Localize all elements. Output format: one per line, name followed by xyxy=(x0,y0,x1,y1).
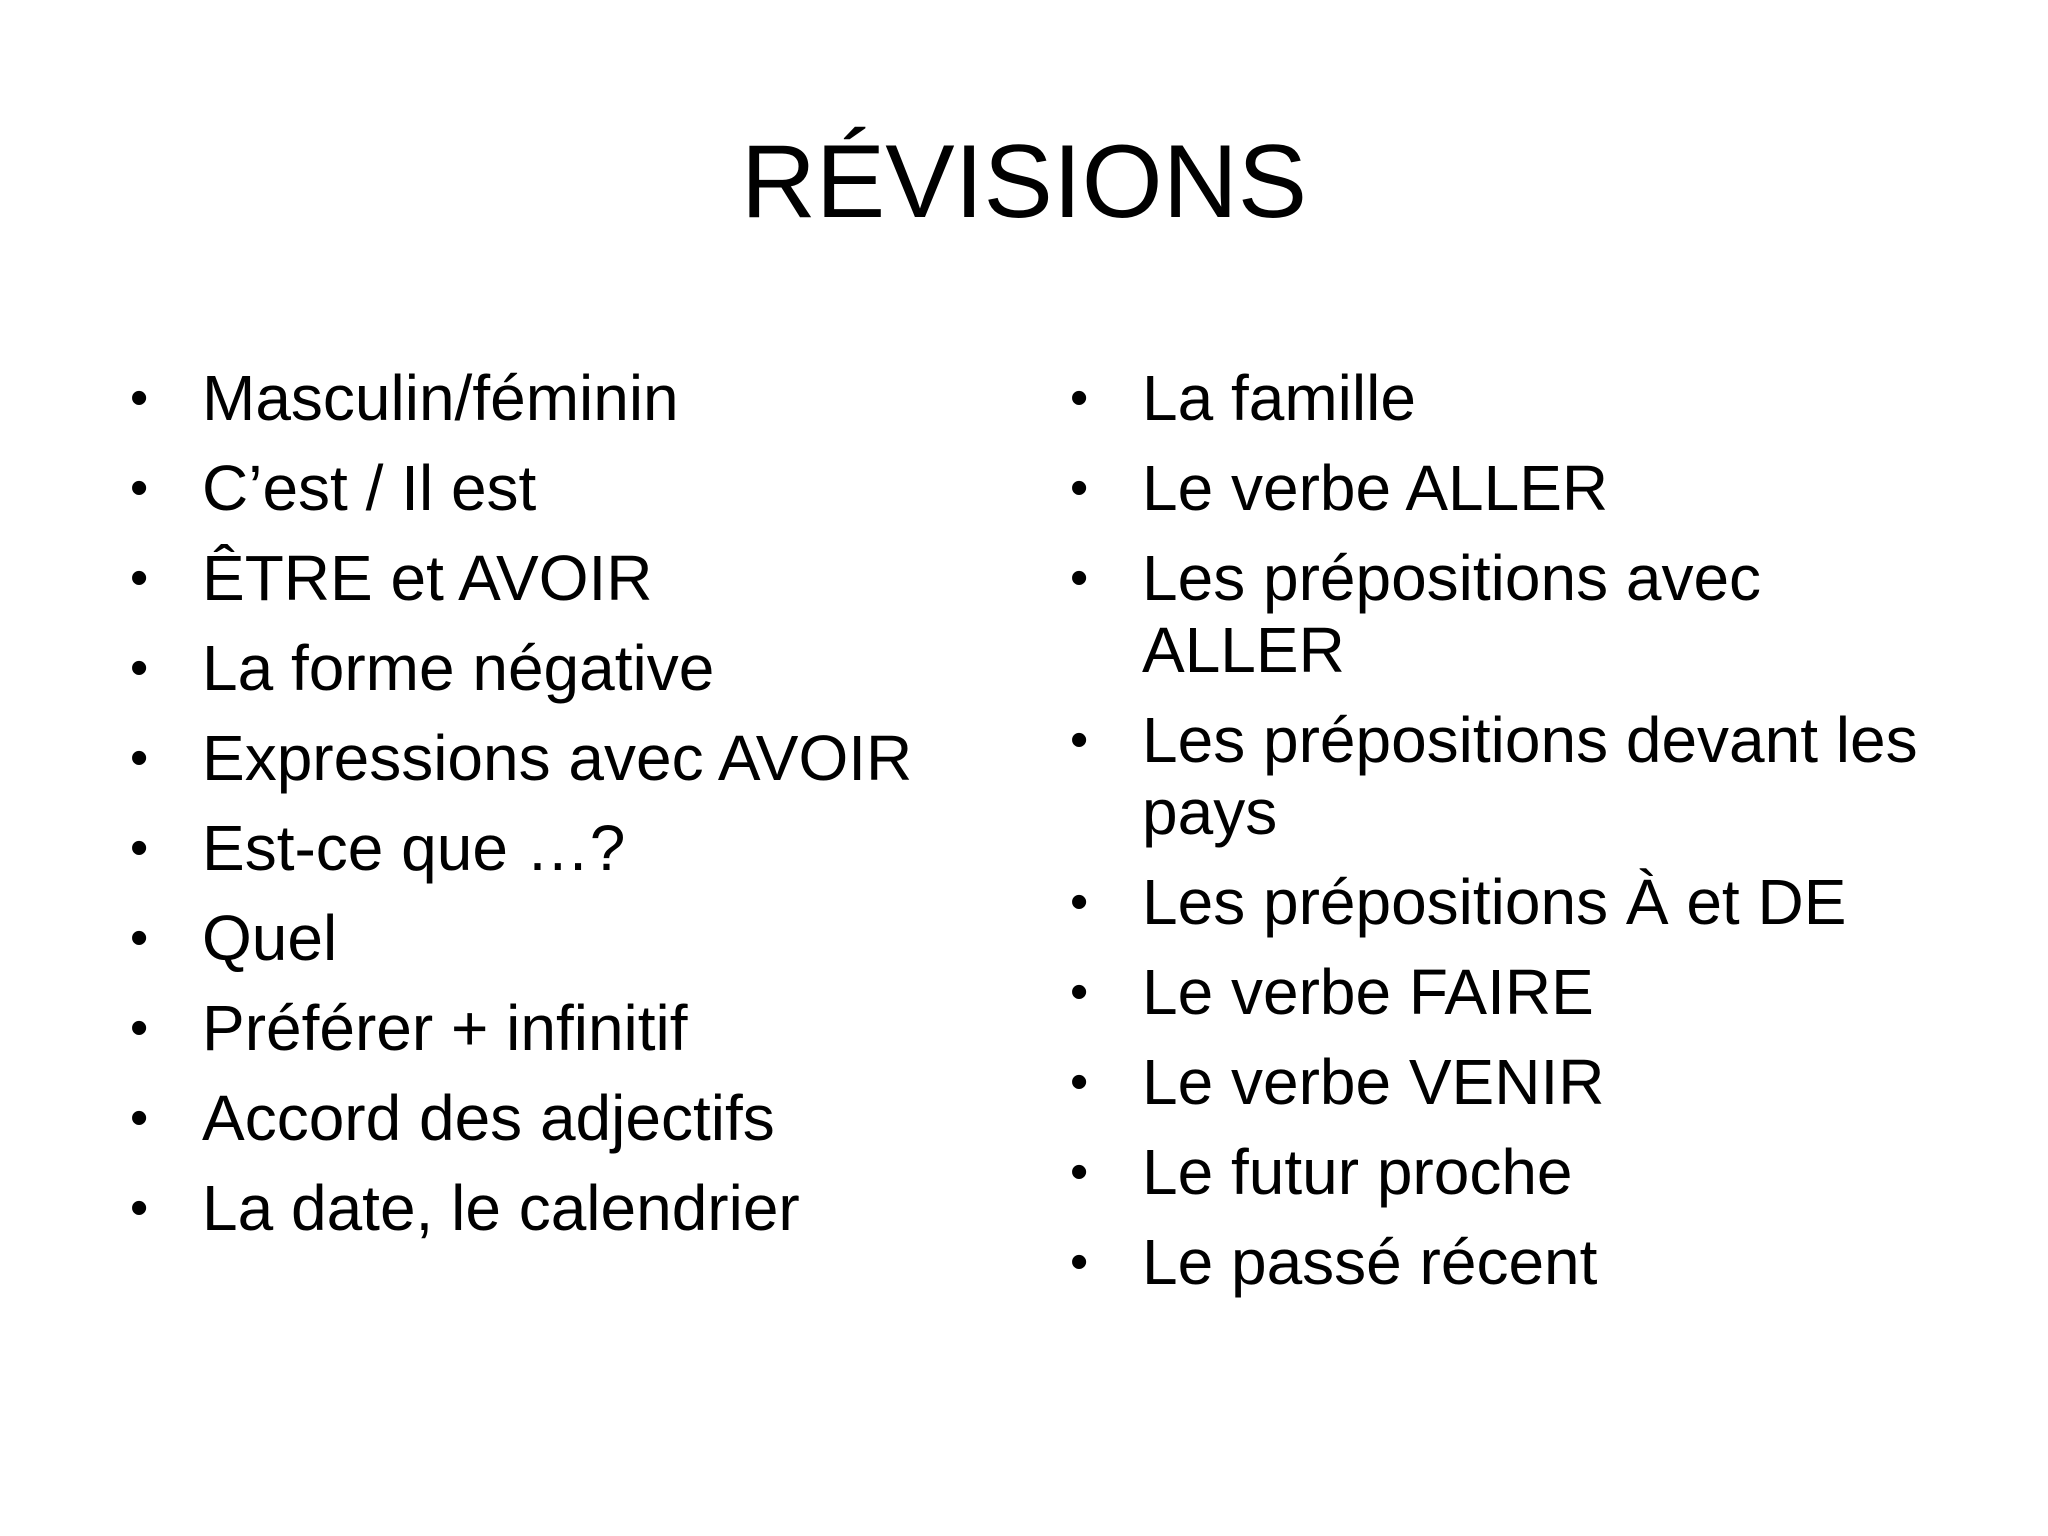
list-item-text: La date, le calendrier xyxy=(202,1172,800,1244)
list-item-text: La forme négative xyxy=(202,632,715,704)
list-item xyxy=(122,722,1022,794)
list-item-text: Le passé récent xyxy=(1142,1226,1598,1298)
list-item xyxy=(1062,956,1962,1028)
list-item xyxy=(122,812,1022,884)
list-item xyxy=(122,362,1022,434)
list-item xyxy=(122,902,1022,974)
bullet-icon: • xyxy=(130,369,149,427)
list-item-text: Masculin/féminin xyxy=(202,362,679,434)
list-item-text: Les prépositions À et DE xyxy=(1142,866,1847,938)
bullet-icon: • xyxy=(130,459,149,517)
bullet-icon: • xyxy=(130,1089,149,1147)
left-bullet-list xyxy=(122,362,1022,1262)
bullet-icon: • xyxy=(1070,549,1089,607)
list-item xyxy=(122,992,1022,1064)
list-item-text: Quel xyxy=(202,902,338,974)
list-item-text: Accord des adjectifs xyxy=(202,1082,775,1154)
list-item-text: Le verbe VENIR xyxy=(1142,1046,1605,1118)
list-item xyxy=(1062,866,1962,938)
list-item xyxy=(1062,542,1962,686)
list-item xyxy=(1062,704,1962,848)
list-item-text: C’est / Il est xyxy=(202,452,537,524)
list-item xyxy=(122,542,1022,614)
bullet-icon: • xyxy=(1070,1143,1089,1201)
slide-title: RÉVISIONS xyxy=(740,124,1308,240)
bullet-icon: • xyxy=(130,639,149,697)
list-item-text: Expressions avec AVOIR xyxy=(202,722,913,794)
list-item-text: La famille xyxy=(1142,362,1416,434)
right-bullet-list xyxy=(1062,362,1962,1316)
list-item-text: Est-ce que …? xyxy=(202,812,626,884)
list-item xyxy=(1062,1046,1962,1118)
bullet-icon: • xyxy=(130,819,149,877)
list-item-text: Le verbe ALLER xyxy=(1142,452,1609,524)
list-item-text: ÊTRE et AVOIR xyxy=(202,542,653,614)
bullet-icon: • xyxy=(1070,369,1089,427)
list-item xyxy=(122,1172,1022,1244)
list-item xyxy=(122,632,1022,704)
bullet-icon: • xyxy=(130,549,149,607)
bullet-icon: • xyxy=(1070,1053,1089,1111)
bullet-icon: • xyxy=(1070,1233,1089,1291)
list-item xyxy=(1062,1226,1962,1298)
bullet-icon: • xyxy=(1070,711,1089,769)
bullet-icon: • xyxy=(130,729,149,787)
list-item-text: Préférer + infinitif xyxy=(202,992,688,1064)
list-item xyxy=(1062,452,1962,524)
bullet-icon: • xyxy=(1070,459,1089,517)
bullet-icon: • xyxy=(1070,963,1089,1021)
list-item-text: Le futur proche xyxy=(1142,1136,1573,1208)
list-item xyxy=(122,1082,1022,1154)
list-item xyxy=(1062,1136,1962,1208)
bullet-icon: • xyxy=(1070,873,1089,931)
list-item xyxy=(1062,362,1962,434)
list-item xyxy=(122,452,1022,524)
bullet-icon: • xyxy=(130,999,149,1057)
list-item-text: Les prépositions avec ALLER xyxy=(1142,542,1762,686)
bullet-icon: • xyxy=(130,1179,149,1237)
list-item-text: Le verbe FAIRE xyxy=(1142,956,1594,1028)
bullet-icon: • xyxy=(130,909,149,967)
list-item-text: Les prépositions devant les pays xyxy=(1142,704,1918,848)
